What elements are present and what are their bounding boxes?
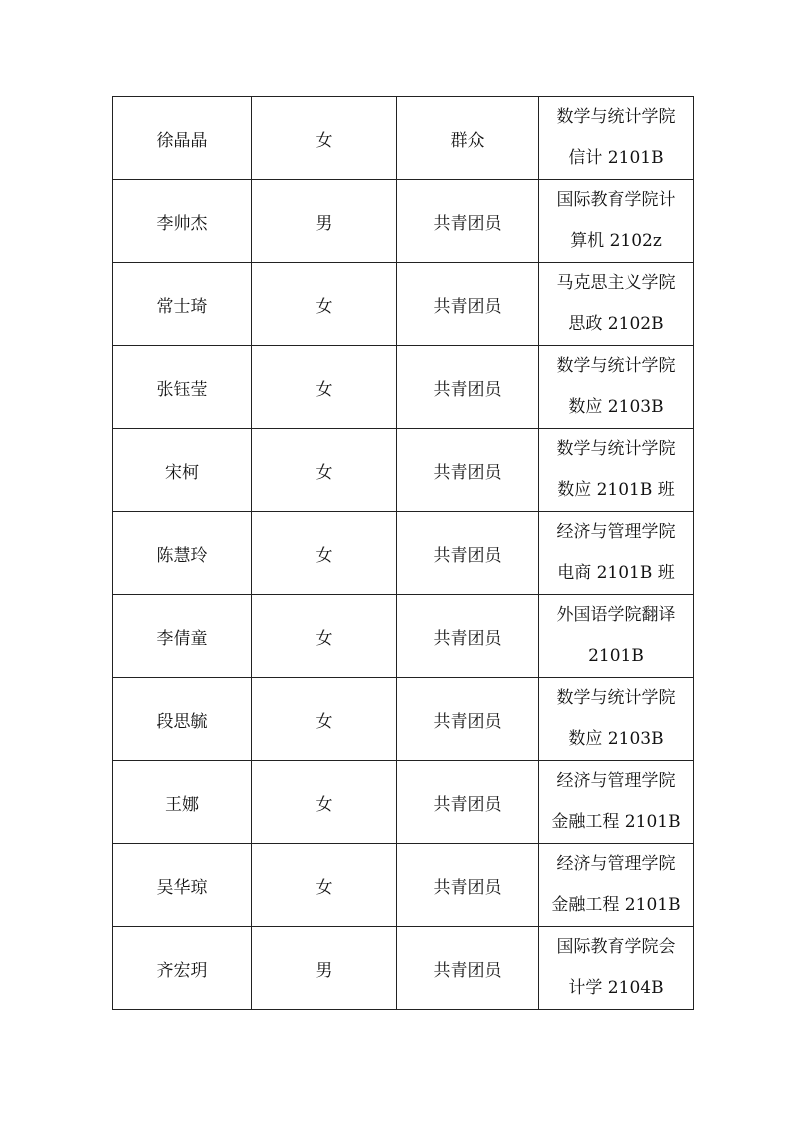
student-name: 段思毓 bbox=[113, 678, 252, 761]
student-gender: 女 bbox=[252, 678, 397, 761]
table-row bbox=[113, 263, 694, 346]
college-class bbox=[539, 180, 694, 263]
roster-body bbox=[113, 97, 694, 1010]
student-name: 李帅杰 bbox=[113, 180, 252, 263]
class-line: 数应 2103B bbox=[568, 729, 664, 749]
college-class bbox=[539, 97, 694, 180]
student-gender: 女 bbox=[252, 761, 397, 844]
student-gender: 男 bbox=[252, 927, 397, 1010]
college-line: 经济与管理学院 bbox=[556, 854, 676, 874]
student-name: 李倩童 bbox=[113, 595, 252, 678]
college-line: 数学与统计学院 bbox=[556, 439, 676, 459]
college-line: 马克思主义学院 bbox=[556, 273, 676, 293]
class-line: 算机 2102z bbox=[570, 231, 662, 251]
student-gender: 女 bbox=[252, 429, 397, 512]
class-line: 2101B bbox=[588, 646, 644, 666]
table-row bbox=[113, 512, 694, 595]
table-row bbox=[113, 180, 694, 263]
college-line: 数学与统计学院 bbox=[556, 356, 676, 376]
college-class bbox=[539, 512, 694, 595]
political-status: 共青团员 bbox=[397, 678, 539, 761]
college-line: 经济与管理学院 bbox=[556, 771, 676, 791]
student-name: 张钰莹 bbox=[113, 346, 252, 429]
table-row bbox=[113, 927, 694, 1010]
college-class bbox=[539, 429, 694, 512]
college-class bbox=[539, 595, 694, 678]
student-gender: 女 bbox=[252, 844, 397, 927]
class-line: 计学 2104B bbox=[568, 978, 664, 998]
student-gender: 女 bbox=[252, 97, 397, 180]
student-gender: 女 bbox=[252, 346, 397, 429]
table-row bbox=[113, 844, 694, 927]
table-row bbox=[113, 97, 694, 180]
student-roster-table bbox=[112, 96, 694, 1010]
class-line: 数应 2103B bbox=[568, 397, 664, 417]
class-line: 电商 2101B 班 bbox=[557, 563, 675, 583]
political-status: 群众 bbox=[397, 97, 539, 180]
student-name: 常士琦 bbox=[113, 263, 252, 346]
table-row bbox=[113, 346, 694, 429]
student-gender: 女 bbox=[252, 263, 397, 346]
class-line: 信计 2101B bbox=[568, 148, 664, 168]
student-name: 宋柯 bbox=[113, 429, 252, 512]
class-line: 思政 2102B bbox=[568, 314, 664, 334]
student-gender: 女 bbox=[252, 512, 397, 595]
table-row bbox=[113, 429, 694, 512]
student-name: 徐晶晶 bbox=[113, 97, 252, 180]
college-line: 数学与统计学院 bbox=[556, 107, 676, 127]
student-name: 齐宏玥 bbox=[113, 927, 252, 1010]
college-class bbox=[539, 927, 694, 1010]
college-class bbox=[539, 263, 694, 346]
political-status: 共青团员 bbox=[397, 595, 539, 678]
political-status: 共青团员 bbox=[397, 761, 539, 844]
college-line: 国际教育学院计 bbox=[556, 190, 676, 210]
table-row bbox=[113, 678, 694, 761]
college-class bbox=[539, 761, 694, 844]
table-row bbox=[113, 761, 694, 844]
class-line: 金融工程 2101B bbox=[551, 812, 681, 832]
political-status: 共青团员 bbox=[397, 429, 539, 512]
college-line: 数学与统计学院 bbox=[556, 688, 676, 708]
political-status: 共青团员 bbox=[397, 512, 539, 595]
political-status: 共青团员 bbox=[397, 844, 539, 927]
college-line: 国际教育学院会 bbox=[556, 937, 676, 957]
political-status: 共青团员 bbox=[397, 180, 539, 263]
student-name: 吴华琼 bbox=[113, 844, 252, 927]
college-class bbox=[539, 678, 694, 761]
college-class bbox=[539, 346, 694, 429]
political-status: 共青团员 bbox=[397, 927, 539, 1010]
student-gender: 女 bbox=[252, 595, 397, 678]
table-row bbox=[113, 595, 694, 678]
college-class bbox=[539, 844, 694, 927]
student-name: 王娜 bbox=[113, 761, 252, 844]
student-gender: 男 bbox=[252, 180, 397, 263]
political-status: 共青团员 bbox=[397, 346, 539, 429]
student-name: 陈慧玲 bbox=[113, 512, 252, 595]
college-line: 经济与管理学院 bbox=[556, 522, 676, 542]
political-status: 共青团员 bbox=[397, 263, 539, 346]
college-line: 外国语学院翻译 bbox=[556, 605, 676, 625]
class-line: 金融工程 2101B bbox=[551, 895, 681, 915]
class-line: 数应 2101B 班 bbox=[557, 480, 675, 500]
